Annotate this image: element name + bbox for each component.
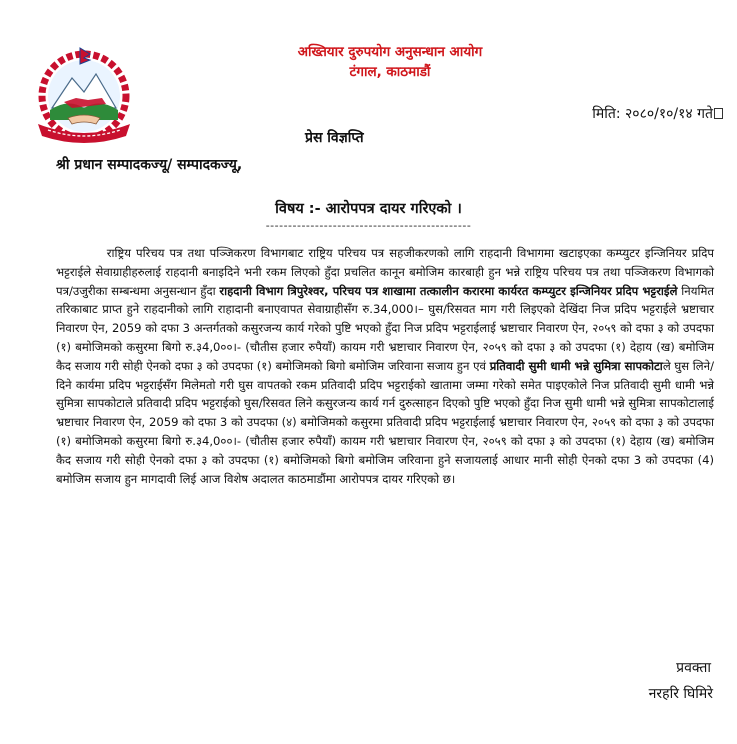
missing-glyph-box [714,108,723,119]
date-text: मिति: २०८०/१०/१४ गते [592,106,713,122]
organization-address: टंगाल, काठमाडौं [349,64,431,80]
body-part-3: ले घुस लिने/दिने कार्यमा प्रदिप भट्टराईसँग मिलेमतो गरी घुस वापतको रकम प्रतिवादी प्रदिप भट्टराईको खातामा जम्मा गरेको समेत पाइएकोले निज प्रतिवादी सुमी धामी भन्ने सुमित्रा सापकोटाले प्रतिवादी प्रदिप भट्टराईको घुस/रिसवत लिने कसुरजन्य कार्य गर्न दुरुत्साहन दिएको पुष्टि भएको हुँदा निज सुमी धामी भन्ने सुमित्रा सापकोटालाई भ्रष्टाचार निवारण ऐन, 2059 को दफा 3 को उपदफा (४) बमोजिमको कसुरमा प्रतिवादी प्रदिप भट्टराईलाई भ्रष्टाचार निवारण ऐन, २०५९ को दफा ३ को उपदफा (१) बमोजिमको कसुरमा बिगो रु.३4,0००।- (चौतीस हजार रुपैयाँ) कायम गरी भ्रष्टाचार निवारण ऐन, २०५९ को दफा ३ को उपदफा (१) देहाय (ख) बमोजिम कैद सजाय गरी सोही ऐनको दफा ३ को उपदफा (१) बमोजिमको बिगो बमोजिम जरिवाना हुने सजायलाई आधार मानी सोही ऐनको दफा 3 को उपदफा (4) बमोजिम सजाय हुन मागदावी लिई आज विशेष अदालत काठमाडौंमा आरोपपत्र दायर गरिएको छ। [56,358,714,486]
body-paragraph [56,244,714,488]
spokesperson-name: नरहरि घिमिरे [648,686,713,702]
body-bold-2: प्रतिवादी सुमी धामी भन्ने सुमित्रा सापकोटा [489,358,663,373]
subject-line: विषय :- आरोपपत्र दायर गरिएको । [275,201,462,217]
body-part-2: नियमित तरिकाबाट प्राप्त हुने राहदानीको लागि राहादानी बनाएवापत सेवाग्राहीसँग रु.34,000।– घुस/रिसवत माग गरी लिइएको देखिंदा निज प्रदिप भट्टराईले भ्रष्टाचार निवारण ऐन, 2059 को दफा 3 अन्तर्गतको कसुरजन्य कार्य गरेको पुष्टि भएको हुँदा निज प्रदिप भट्टराईलाई भ्रष्टाचार निवारण ऐन, २०५९ को दफा ३ को उपदफा (१) बमोजिमको कसुरमा बिगो रु.३4,0००।- (चौतीस हजार रुपैयाँ) कायम गरी भ्रष्टाचार निवारण ऐन, २०५९ को दफा ३ को उपदफा (१) देहाय (ख) बमोजिम कैद सजाय गरी सोही ऐनको दफा ३ को उपदफा (१) बमोजिमको बिगो बमोजिम जरिवाना सजाय हुन एवं [56,283,714,373]
addressee: श्री प्रधान सम्पादकज्यू/ सम्पादकज्यू, [56,157,243,173]
press-release-heading: प्रेस विज्ञप्ति [305,130,364,146]
spokesperson-title: प्रवक्ता [676,660,711,676]
nepal-emblem-icon [28,42,140,144]
body-bold-1: राहदानी विभाग त्रिपुरेश्वर, परिचय पत्र शाखामा तत्कालीन करारमा कार्यरत कम्प्युटर इन्जिनियर प्रदिप भट्टराईले [219,283,678,298]
body-part-1: राष्ट्रिय परिचय पत्र तथा पञ्जिकरण विभागबाट राष्ट्रिय परिचय पत्र सहजीकरणको लागि राहदानी विभागमा खटाइएका कम्प्युटर इन्जिनियर प्रदिप भट्टराईले सेवाग्राहीहरुलाई राहदानी बनाइदिने भनी रकम लिएको हुँदा प्रचलित कानून बमोजिम कारबाही हुन भन्ने राष्ट्रिय परिचय पत्र तथा पञ्जिकरण विभागको पत्र/उजुरीका सम्बन्धमा अनुसन्धान हुँदा [56,246,714,298]
date [592,104,723,123]
body-text [56,244,714,488]
organization-name: अख्तियार दुरुपयोग अनुसन्धान आयोग [297,44,483,60]
subject-rule: ---------------------------------------------- [265,219,472,232]
